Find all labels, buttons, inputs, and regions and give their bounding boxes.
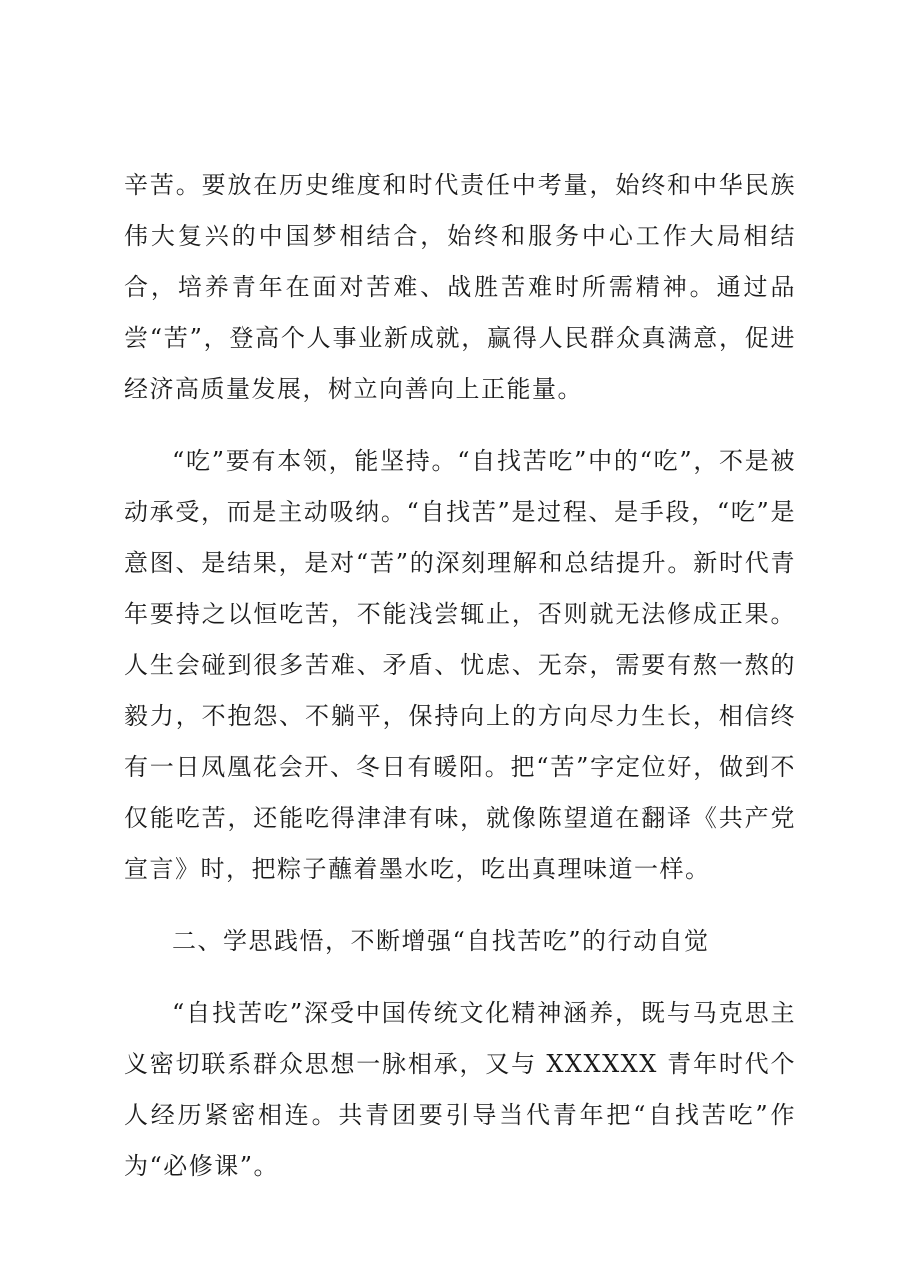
paragraph-gap [124, 895, 796, 916]
document-body [124, 160, 796, 1192]
paragraph-gap [124, 967, 796, 988]
section-heading: 二、学思践悟，不断增强“自找苦吃”的行动自觉 [172, 927, 710, 955]
paragraph-eat-with-ability: “吃”要有本领，能坚持。“自找苦吃”中的“吃”，不是被动承受，而是主动吸纳。“自找苦”是过程、是手段，“吃”是意图、是结果，是对“苦”的深刻理解和总结提升。新时代青年要持之以恒吃苦，不能浅尝辄止，否则就无法修成正果。人生会碰到很多苦难、矛盾、忧虑、无奈，需要有熬一熬的毅力，不抱怨、不躺平，保持向上的方向尽力生长，相信终有一日凤凰花会开、冬日有暖阳。把“苦”字定位好，做到不仅能吃苦，还能吃得津津有味，就像陈望道在翻译《共产党宣言》时，把粽子蘸着墨水吃，吃出真理味道一样。 [124, 447, 796, 883]
paragraph-continuation: 辛苦。要放在历史维度和时代责任中考量，始终和中华民族伟大复兴的中国梦相结合，始终和服务中心工作大局相结合，培养青年在面对苦难、战胜苦难时所需精神。通过品尝“苦”，登高个人事业新成就，赢得人民群众真满意，促进经济高质量发展，树立向善向上正能量。 [124, 171, 796, 403]
paragraph-gap [124, 415, 796, 436]
paragraph-section-intro: “自找苦吃”深受中国传统文化精神涵养，既与马克思主义密切联系群众思想一脉相承，又与 XXXXXX 青年时代个人经历紧密相连。共青团要引导当代青年把“自找苦吃”作为“必修课”。 [124, 999, 796, 1180]
